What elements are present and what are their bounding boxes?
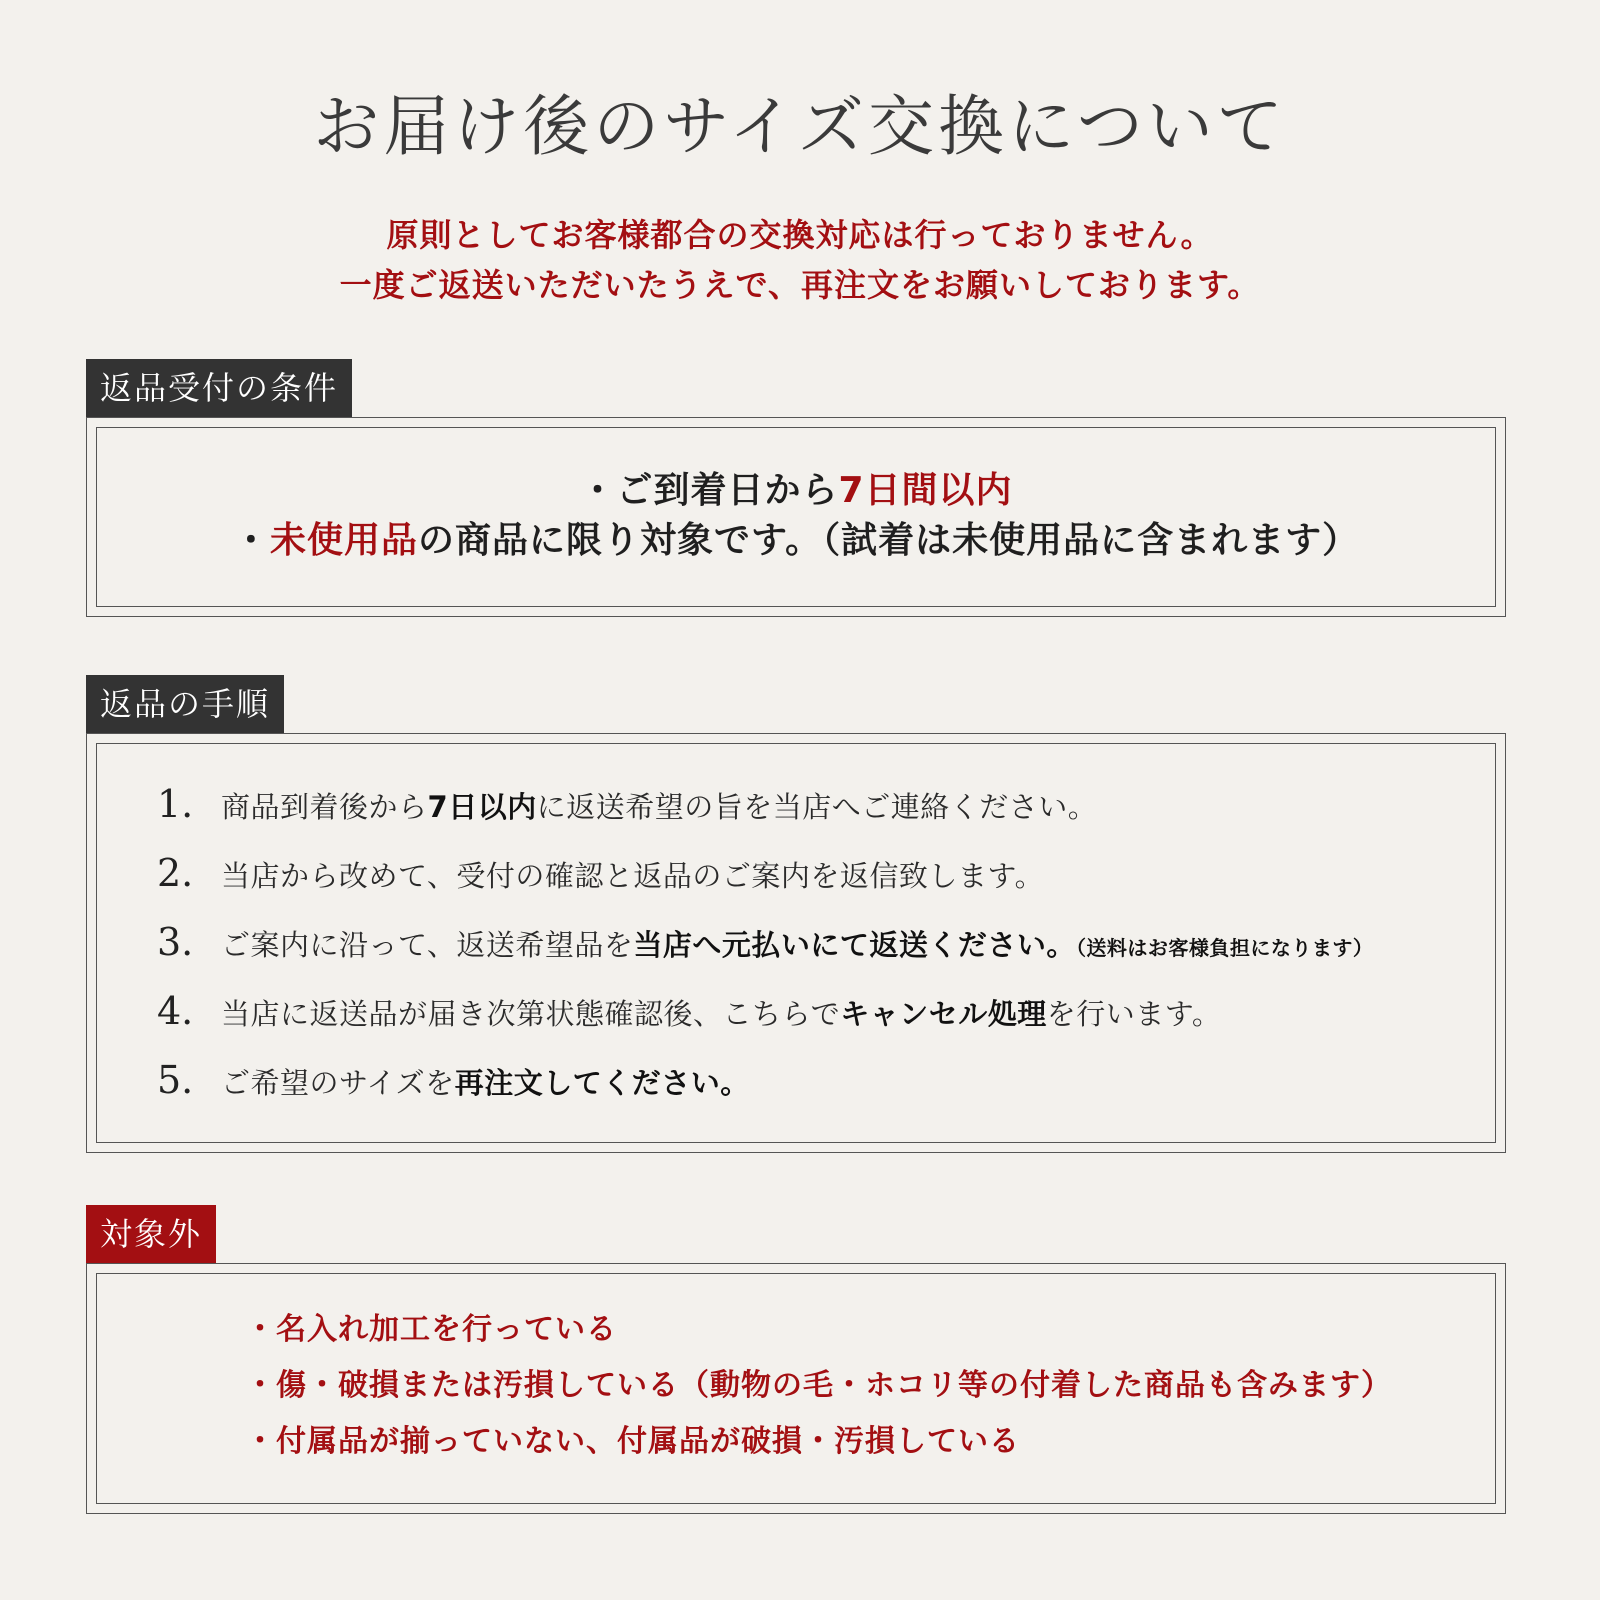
condition-2-text: の商品に限り対象です。（試着は未使用品に含まれます） [417, 520, 1360, 561]
procedure-step-4 [157, 989, 1221, 1033]
exclusions-box [86, 1263, 1506, 1514]
step-text: ご案内に沿って、返送希望品を当店へ元払いにて返送ください。（送料はお客様負担になります） [221, 928, 1374, 962]
condition-2-highlight: 未使用品 [269, 520, 418, 561]
exclusions-tag: 対象外 [86, 1205, 216, 1263]
notice-line-2: 一度ご返送いただいたうえで、再注文をお願いしております。 [339, 266, 1261, 304]
procedure-step-2 [157, 851, 1044, 895]
step-text: 当店に返送品が届き次第状態確認後、こちらでキャンセル処理を行います。 [221, 997, 1222, 1031]
step-number: 5. [157, 1058, 194, 1102]
step-number: 2. [157, 851, 194, 895]
condition-2-bullet: ・ [232, 520, 270, 561]
procedure-inner-frame [96, 743, 1496, 1143]
condition-1-highlight: 7日間以内 [838, 470, 1013, 511]
procedure-step-5 [157, 1058, 750, 1102]
step-text: 商品到着後から7日以内に返送希望の旨を当店へご連絡ください。 [221, 790, 1098, 824]
conditions-inner-frame [96, 427, 1496, 607]
step-text: ご希望のサイズを再注文してください。 [221, 1066, 750, 1100]
notice-line-1: 原則としてお客様都合の交換対応は行っておりません。 [386, 216, 1214, 254]
exclusion-item-2: ・傷・破損または汚損している（動物の毛・ホコリ等の付着した商品も含みます） [245, 1368, 1392, 1403]
step-text: 当店から改めて、受付の確認と返品のご案内を返信致します。 [221, 859, 1045, 893]
condition-line-1 [97, 466, 1495, 516]
step-number: 1. [157, 782, 194, 826]
procedure-step-1 [157, 782, 1097, 826]
condition-line-2 [97, 516, 1495, 566]
page-title: お届け後のサイズ交換について [313, 88, 1287, 165]
exclusion-item-3: ・付属品が揃っていない、付属品が破損・汚損している [245, 1424, 1020, 1459]
conditions-box [86, 417, 1506, 617]
step-number: 4. [157, 989, 194, 1033]
exclusions-inner-frame [96, 1273, 1496, 1504]
procedure-tag: 返品の手順 [86, 675, 284, 733]
condition-1-text: ・ご到着日から [579, 470, 839, 511]
notice-block [0, 210, 1600, 310]
procedure-step-3 [157, 920, 1373, 964]
exclusion-item-1: ・名入れ加工を行っている [245, 1312, 617, 1347]
procedure-box [86, 733, 1506, 1153]
conditions-tag: 返品受付の条件 [86, 359, 352, 417]
step-number: 3. [157, 920, 194, 964]
